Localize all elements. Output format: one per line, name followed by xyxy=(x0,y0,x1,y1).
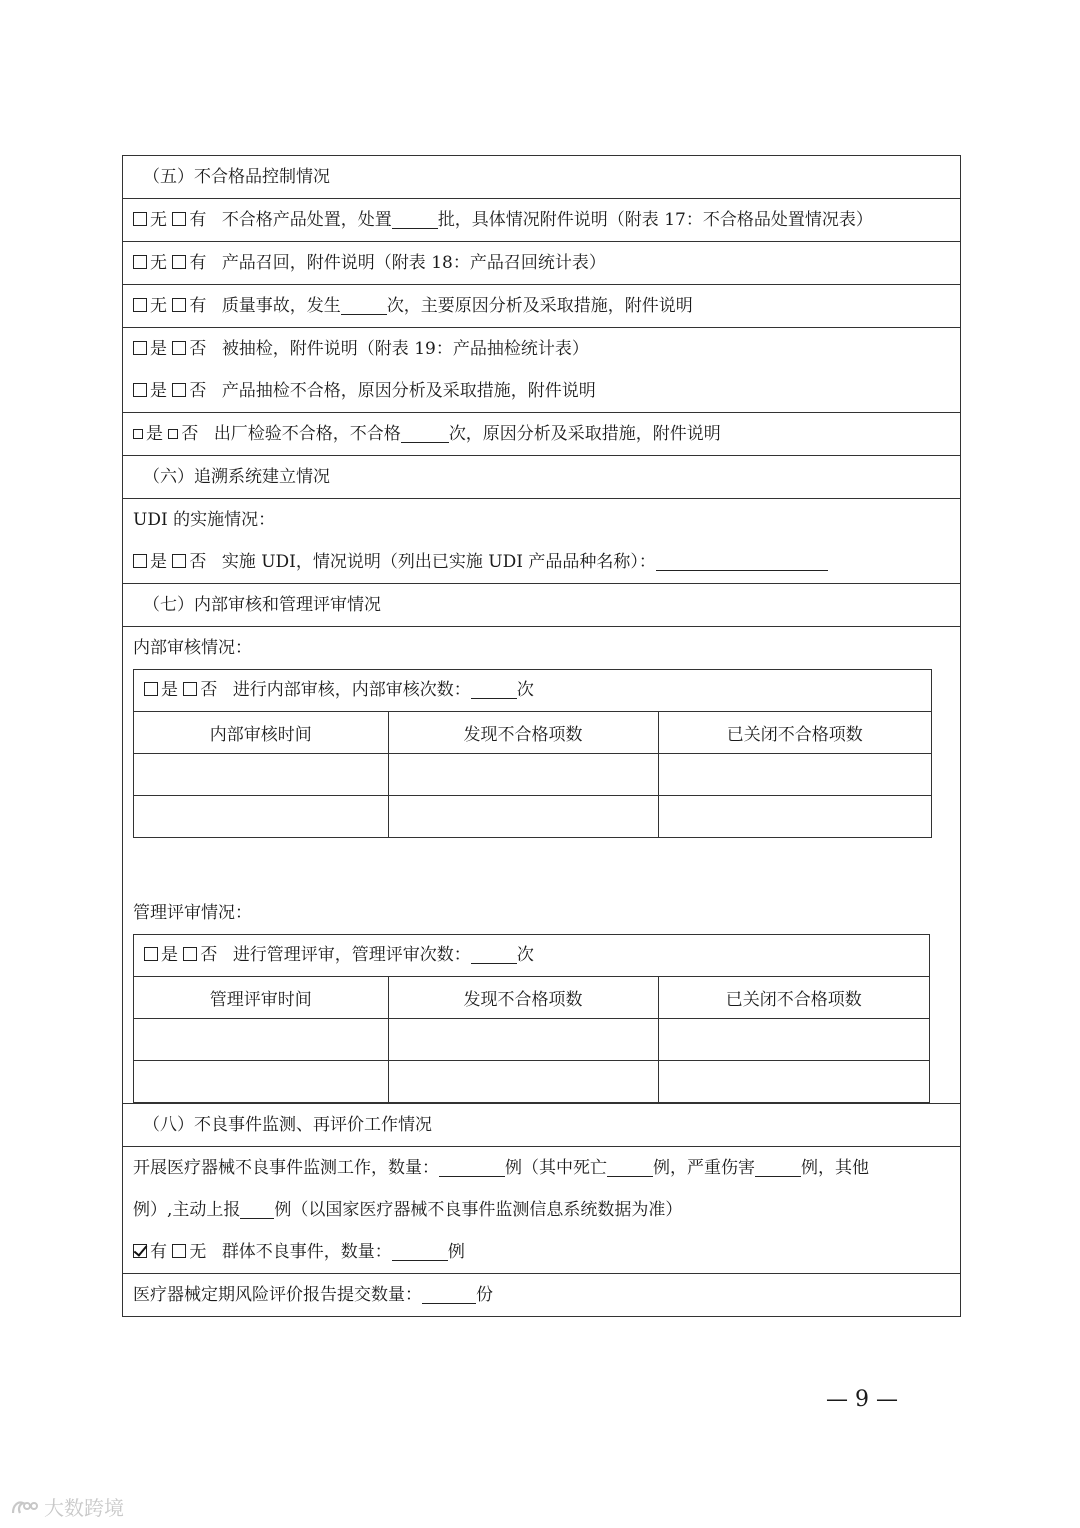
unit-label: 次 xyxy=(516,680,534,700)
fill-blank[interactable] xyxy=(607,1158,653,1177)
table-row xyxy=(134,1061,929,1103)
table-cell[interactable] xyxy=(134,796,388,838)
row-text: 次，原因分析及采取措施，附件说明 xyxy=(448,424,721,444)
checkbox-no[interactable] xyxy=(172,383,186,397)
column-header: 发现不合格项数 xyxy=(388,712,658,754)
s6-udi-label: UDI 的实施情况： xyxy=(123,498,960,541)
row-text: 例，严重伤害 xyxy=(653,1158,755,1178)
option-label: 否 xyxy=(200,680,218,700)
column-header: 内部审核时间 xyxy=(134,712,388,754)
section-6-title: （六）追溯系统建立情况 xyxy=(123,455,960,498)
fill-blank[interactable] xyxy=(755,1158,801,1177)
checkbox-yes[interactable] xyxy=(172,298,186,312)
option-label: 无 xyxy=(150,210,167,230)
row-text: 产品召回，附件说明（附表 18：产品召回统计表） xyxy=(221,253,606,273)
option-label: 有 xyxy=(189,296,207,316)
internal-audit-table xyxy=(133,669,932,838)
table-header-row xyxy=(134,977,929,1019)
section-5-title: （五）不合格品控制情况 xyxy=(143,167,330,187)
s5-row-recall xyxy=(123,241,960,284)
table-row xyxy=(134,1019,929,1061)
table-row xyxy=(134,754,931,796)
review-question xyxy=(134,935,929,976)
checkbox-yes-checked[interactable] xyxy=(133,1244,147,1258)
table-cell[interactable] xyxy=(134,1061,388,1103)
column-header: 发现不合格项数 xyxy=(388,977,658,1019)
checkbox-none[interactable] xyxy=(172,1244,186,1258)
spacer xyxy=(123,838,960,892)
row-text: 开展医疗器械不良事件监测工作，数量： xyxy=(133,1158,439,1178)
fill-blank[interactable] xyxy=(401,424,449,443)
table-cell[interactable] xyxy=(658,1061,929,1103)
row-text: 出厂检验不合格，不合格 xyxy=(213,424,401,444)
checkbox-none[interactable] xyxy=(133,255,147,269)
row-text: 例（其中死亡 xyxy=(505,1158,607,1178)
option-label: 是 xyxy=(161,945,178,965)
option-label: 否 xyxy=(189,552,207,572)
row-text: 次，主要原因分析及采取措施，附件说明 xyxy=(386,296,693,316)
checkbox-none[interactable] xyxy=(133,212,147,226)
table-cell[interactable] xyxy=(388,754,658,796)
option-label: 无 xyxy=(150,296,167,316)
checkbox-no[interactable] xyxy=(183,682,197,696)
checkbox-yes[interactable] xyxy=(133,383,147,397)
unit-label: 次 xyxy=(516,945,534,965)
row-text: 不合格产品处置，处置 xyxy=(221,210,392,230)
s5-row-sample-fail xyxy=(123,370,960,412)
row-text: 进行管理评审，管理评审次数： xyxy=(232,945,471,965)
watermark xyxy=(10,1492,124,1521)
checkbox-yes[interactable] xyxy=(133,341,147,355)
audit-grid xyxy=(134,711,931,837)
checkbox-yes[interactable] xyxy=(144,682,158,696)
row-text: 例，其他 xyxy=(801,1158,869,1178)
option-label: 否 xyxy=(181,424,199,444)
section-8-title: （八）不良事件监测、再评价工作情况 xyxy=(123,1103,960,1146)
s5-row-factory-fail xyxy=(123,412,960,455)
option-label: 否 xyxy=(189,381,207,401)
review-count-blank[interactable] xyxy=(471,945,517,964)
s5-row-sampled xyxy=(123,327,960,370)
checkbox-yes[interactable] xyxy=(133,429,143,439)
fill-blank[interactable] xyxy=(439,1158,505,1177)
row-text: 产品抽检不合格，原因分析及采取措施，附件说明 xyxy=(221,381,596,401)
audit-question xyxy=(134,670,931,711)
checkbox-no[interactable] xyxy=(183,947,197,961)
table-header-row xyxy=(134,712,931,754)
audit-count-blank[interactable] xyxy=(471,680,517,699)
fill-blank[interactable] xyxy=(422,1285,476,1304)
s5-row-disposal xyxy=(123,198,960,241)
section-7-title: （七）内部审核和管理评审情况 xyxy=(123,583,960,626)
checkbox-yes[interactable] xyxy=(133,554,147,568)
table-cell[interactable] xyxy=(134,1019,388,1061)
fill-blank[interactable] xyxy=(240,1200,274,1219)
row-text: 被抽检，附件说明（附表 19：产品抽检统计表） xyxy=(221,339,589,359)
column-header: 已关闭不合格项数 xyxy=(658,712,931,754)
option-label: 是 xyxy=(161,680,178,700)
option-label: 有 xyxy=(150,1242,167,1262)
s6-udi-row xyxy=(123,541,960,583)
checkbox-no[interactable] xyxy=(172,341,186,355)
fill-blank[interactable] xyxy=(392,1242,448,1261)
s5-row-accident xyxy=(123,284,960,327)
option-label: 无 xyxy=(150,253,167,273)
table-cell[interactable] xyxy=(658,1019,929,1061)
row-text: 群体不良事件，数量： xyxy=(221,1242,392,1262)
report-form xyxy=(122,155,961,1317)
udi-products-blank[interactable] xyxy=(656,552,828,571)
row-text: 例（以国家医疗器械不良事件监测信息系统数据为准） xyxy=(274,1200,683,1220)
management-review-table xyxy=(133,934,930,1103)
row-text: 实施 UDI，情况说明（列出已实施 UDI 产品品种名称）： xyxy=(221,552,656,572)
unit-label: 份 xyxy=(476,1285,493,1305)
table-cell[interactable] xyxy=(388,1019,658,1061)
checkbox-yes[interactable] xyxy=(172,212,186,226)
column-header: 已关闭不合格项数 xyxy=(658,977,929,1019)
checkbox-yes[interactable] xyxy=(172,255,186,269)
table-cell[interactable] xyxy=(134,754,388,796)
row-text: 医疗器械定期风险评价报告提交数量： xyxy=(133,1285,422,1305)
row-text: 质量事故，发生 xyxy=(221,296,341,316)
s7-review-label: 管理评审情况： xyxy=(133,903,252,923)
row-text: 例）,主动上报 xyxy=(133,1200,241,1220)
s8-monitoring-line2 xyxy=(123,1189,960,1231)
table-cell[interactable] xyxy=(388,1061,658,1103)
watermark-logo-icon xyxy=(10,1497,38,1517)
row-text: 批，具体情况附件说明（附表 17：不合格品处置情况表） xyxy=(437,210,873,230)
table-row xyxy=(134,796,931,838)
fill-blank[interactable] xyxy=(341,296,387,315)
checkbox-no[interactable] xyxy=(168,429,178,439)
checkbox-no[interactable] xyxy=(172,554,186,568)
column-header: 管理评审时间 xyxy=(134,977,388,1019)
s7-audit-label: 内部审核情况： xyxy=(123,626,960,669)
fill-blank[interactable] xyxy=(392,210,438,229)
option-label: 否 xyxy=(189,339,207,359)
option-label: 有 xyxy=(189,210,207,230)
option-label: 无 xyxy=(189,1242,207,1262)
unit-label: 例 xyxy=(447,1242,465,1262)
option-label: 是 xyxy=(150,381,167,401)
table-cell[interactable] xyxy=(658,796,931,838)
s8-group-events xyxy=(123,1231,960,1273)
option-label: 是 xyxy=(150,339,167,359)
s8-monitoring-line1 xyxy=(123,1146,960,1189)
row-text: 进行内部审核，内部审核次数： xyxy=(232,680,471,700)
checkbox-none[interactable] xyxy=(133,298,147,312)
option-label: 是 xyxy=(150,552,167,572)
review-grid xyxy=(134,976,929,1102)
watermark-text: 大数跨境 xyxy=(44,1496,124,1520)
table-cell[interactable] xyxy=(388,796,658,838)
option-label: 有 xyxy=(189,253,207,273)
s8-risk-report xyxy=(123,1273,960,1316)
table-cell[interactable] xyxy=(658,754,931,796)
checkbox-yes[interactable] xyxy=(144,947,158,961)
page-number: — 9 — xyxy=(826,1387,898,1412)
option-label: 否 xyxy=(200,945,218,965)
option-label: 是 xyxy=(146,424,163,444)
